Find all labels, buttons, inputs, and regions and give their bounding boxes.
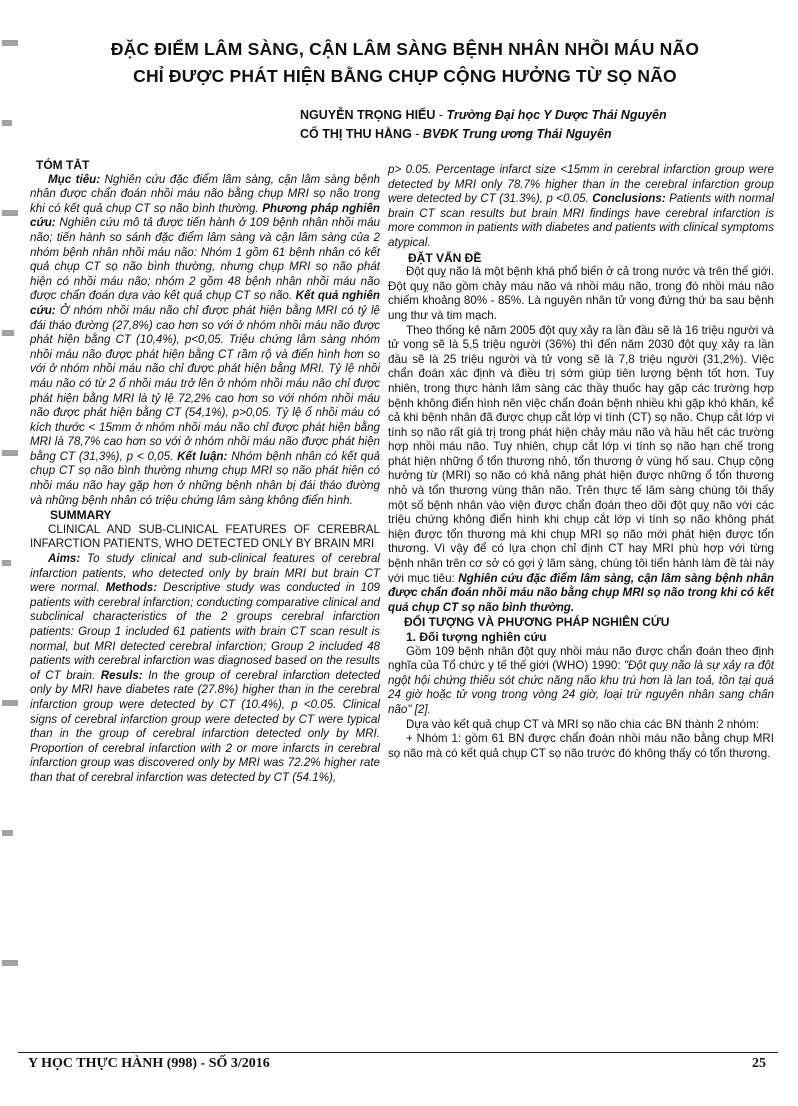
right-column <box>388 163 774 761</box>
ketqua-label: Kết quả nghiên cứu: <box>30 289 380 317</box>
methods-text: Descriptive study was conducted in 109 patients with cerebral infarction; conducting comparative clinical and subclinical characteristics of the 2 groups cerebral infarction patients: Group 1 included 61 patients with brain CT scan result is normal, but MRI detected cerebral infarction; Group 2 included 48 patients with cerebral infarction was diagnosed based on the results of CT brain. <box>30 581 380 682</box>
author-block <box>300 106 770 144</box>
author-affiliation-2: BVĐK Trung ương Thái Nguyên <box>422 127 612 141</box>
methods-heading: ĐỐI TƯỢNG VÀ PHƯƠNG PHÁP NGHIÊN CỨU <box>404 615 670 630</box>
english-title: CLINICAL AND SUB-CLINICAL FEATURES OF CEREBRAL INFARCTION PATIENTS, WHO DETECTED ONLY BY BRAIN MRI <box>30 522 380 551</box>
who-definition-quote: "Đột quỵ não là sự xảy ra đột ngột hội chứng thiếu sót chức năng não khu trú hơn là lan toả, tồn tại quá 24 giờ hoặc tử vong trong vòng 24 giờ, loại trừ nguyên nhân sang chấn não" [2]. <box>388 659 774 716</box>
conclusions-label: Conclusions: <box>592 192 666 206</box>
ketluan-text: Nhóm bệnh nhân có kết quả chụp CT sọ não bình thường nhưng chụp MRI sọ não phát hiện có nhồi máu não hay gặp hơn ở những bệnh nhân bị đái tháo đường và những bệnh nhân có triệu chứng lâm sàng không điển hình. <box>30 449 380 507</box>
author-name-2: CỐ THỊ THU HẰNG <box>300 127 412 141</box>
results-text: In the group of cerebral infarction detected only by MRI have diabetes rate (27.8%) higher than in the cerebral infarction group were detected by CT (10.4%), p <0.05. Clinical signs of cerebral infarction group were detected by CT were typical than in the group of cerebral infarction detected only by MRI. Proportion of cerebral infarction with 2 or more infarcts in cerebral infarction group was discovered only by MRI was 72.2% higher rate than that of cerebral infarction was detected by CT (54.1%), <box>30 668 380 784</box>
left-column <box>30 158 380 786</box>
article-title <box>60 36 750 90</box>
english-abstract <box>30 552 380 786</box>
aims-text: To study clinical and sub-clinical features of cerebral infarction patients, who detected only by brain MRI but brain CT were normal. <box>30 552 380 595</box>
muctieu-label: Mục tiêu: <box>48 172 101 186</box>
title-line-1: ĐẶC ĐIỂM LÂM SÀNG, CẬN LÂM SÀNG BỆNH NHÂN NHỒI MÁU NÃO <box>110 39 700 59</box>
subsection-1-heading: 1. Đối tượng nghiên cứu <box>406 630 547 644</box>
group-1-paragraph: + Nhóm 1: gồm 61 BN được chẩn đoán nhồi máu não bằng chụp MRI sọ não mà có kết quả chụp CT sọ não trước đó không thấy có tổn thương. <box>388 732 774 760</box>
journal-name: Y HỌC THỰC HÀNH (998) - SỐ 3/2016 <box>28 1056 270 1071</box>
vietnamese-abstract <box>30 173 380 509</box>
author-line-2: CỐ THỊ THU HẰNG - BVĐK Trung ương Thái Nguyên <box>300 127 612 141</box>
intro-paragraph-1: Đột quỵ não là một bệnh khá phổ biến ở cả trong nước và trên thế giới. Đột quỵ não gồm chảy máu não và nhồi máu não, trong đó nhồi máu não chiếm khoảng 80% - 85%. Là nguyên nhân tử vong đứng thứ ba sau bệnh ung thư và tim mạch. <box>388 265 774 322</box>
tomtat-heading: TÓM TẮT <box>36 158 90 172</box>
intro-paragraph-2 <box>388 324 774 616</box>
intro-heading: ĐẶT VẤN ĐỀ <box>408 250 482 265</box>
ketqua-text: Ở nhóm nhồi máu não chỉ được phát hiện bằng MRI có tỷ lệ đái tháo đường (27,8%) cao hơn so với ở nhóm nhồi máu não được phát hiện bằng CT (10,4%), p<0,05. Triệu chứng lâm sàng nhóm nhồi máu não được phát hiện bằng CT rầm rộ và điển hình hơn so với ở nhóm nhồi máu não chỉ được phát hiện bằng MRI. Tỷ lệ nhồi máu não có từ 2 ổ nhồi máu trở lên ở nhóm nhồi máu não chỉ được phát hiện bằng MRI là tỷ lệ 72,2% cao hơn so với nhóm nhồi máu não được phát hiện bằng CT (54,1%), p>0,05. Tỷ lệ ổ nhồi máu có kích thước < 15mm ở nhóm nhồi máu não chỉ được phát hiện bằng MRI là 78,7% cao hơn so với ở nhóm nhồi máu não được phát hiện bằng CT (31,3%), p < 0,05. <box>30 303 380 463</box>
ketluan-label: Kết luận: <box>177 449 228 463</box>
intro-paragraph-2-text: Theo thống kê năm 2005 đột quỵ xảy ra lần đầu sẽ là 16 triệu người và tử vong sẽ là 5,5 triệu người (36%) thì đến năm 2030 đột quỵ xảy ra lần đầu sẽ là 25 triệu người và tử vong sẽ là 7,8 triệu người (31,2%). Việc chẩn đoán xác định và điều trị sớm giúp tiên lượng bệnh tốt hơn. Tuy nhiên, trong thực hành lâm sàng các thầy thuốc hay gặp các trường hợp bệnh không điển hình nên việc chẩn đoán bệnh nhiều khi gặp khó khăn, kể cả khi bệnh nhân đã được chụp cắt lớp vi tính (CT) sọ não. Chụp cắt lớp vi tính sọ não rất giá trị trong phát hiện chảy máu não và hầu hết các trường hợp nhồi máu não. Tuy nhiên, chụp cắt lớp vi tính sọ não hạn chế trong phát hiện những ổ tổn thương nhỏ, tổn thương ở vùng hố sau. Chụp cộng hưởng từ (MRI) sọ não có khả năng phát hiện được những ổ tổn thương nhỏ và tổn thương vùng thân não. Trên thực tế lâm sàng chúng tôi thấy một số bệnh nhân vào viện được chẩn đoán theo dõi đột quỵ não với các triệu chứng không điển hình khi chụp cắt lớp vi tính sọ não không phát hiện được tổn thương mà khi chụp MRI sọ não mới phát hiện được tổn thương. Vì vậy để có lựa chọn chỉ định CT hay MRI phù hợp với từng bệnh nhân trên cơ sở có gợi ý lâm sàng, chúng tôi tiến hành làm đề tài này với mục tiêu: <box>388 323 774 585</box>
abstract-continued-text: p> 0.05. Percentage infarct size <15mm in cerebral infarction group were detected by MRI only 78.7% higher than in the cerebral infarction group were detected by CT (31.3%), p <0.05. <box>388 163 774 206</box>
conclusions-text: Patients with normal brain CT scan results but brain MRI findings have cerebral infarction is more common in patients with diabetes and patients with clinical symptoms atypical. <box>388 192 774 249</box>
muctieu-text: Nghiên cứu đặc điểm lâm sàng, cận lâm sàng bệnh nhân được chẩn đoán nhồi máu não bằng chụp MRI sọ não trong khi có kết quả chụp CT sọ não bình thường. <box>30 172 380 215</box>
results-label: Resuls: <box>100 668 143 682</box>
subjects-paragraph <box>388 645 774 718</box>
author-affiliation-1: Trường Đại học Y Dược Thái Nguyên <box>446 108 667 122</box>
intro-aim: Nghiên cứu đặc điểm lâm sàng, cận lâm sàng bệnh nhân được chẩn đoán nhồi máu não bằng chụp MRI sọ não trong khi có kết quả chụp CT sọ não bình thường. <box>388 571 774 614</box>
summary-heading: SUMMARY <box>50 508 112 523</box>
author-name-1: NGUYỄN TRỌNG HIẾU <box>300 108 436 122</box>
abstract-continued <box>388 163 774 251</box>
page-footer <box>18 1052 778 1079</box>
scan-margin-artifact <box>0 0 22 1106</box>
page-number: 25 <box>752 1056 766 1071</box>
author-line-1: NGUYỄN TRỌNG HIẾU - Trường Đại học Y Dược Thái Nguyên <box>300 108 667 122</box>
subjects-text: Gồm 109 bệnh nhân đột quỵ nhồi máu não được chẩn đoán theo định nghĩa của Tổ chức y tế thế giới (WHO) 1990: <box>388 644 774 673</box>
title-line-2: CHỈ ĐƯỢC PHÁT HIỆN BẰNG CHỤP CỘNG HƯỞNG TỪ SỌ NÃO <box>133 66 677 86</box>
aims-label: Aims: <box>48 552 81 566</box>
grouping-paragraph: Dựa vào kết quả chụp CT và MRI sọ não chia các BN thành 2 nhóm: <box>406 717 759 731</box>
methods-label: Methods: <box>105 581 158 595</box>
ppnc-label: Phương pháp nghiên cứu: <box>30 201 380 230</box>
ppnc-text: Nghiên cứu mô tả được tiến hành ở 109 bệnh nhân nhồi máu não; tiến hành so sánh đặc điểm lâm sàng và cận lâm sàng của 2 nhóm bệnh nhân nhồi máu não: Nhóm 1 gồm 61 bệnh nhân có kết quả chụp CT sọ não bình thường, nhưng chụp MRI sọ não phát hiện có nhồi máu não; nhóm 2 gồm 48 bệnh nhân nhồi máu não được chẩn đoán dựa vào kết quả chụp CT sọ não. <box>30 216 380 303</box>
